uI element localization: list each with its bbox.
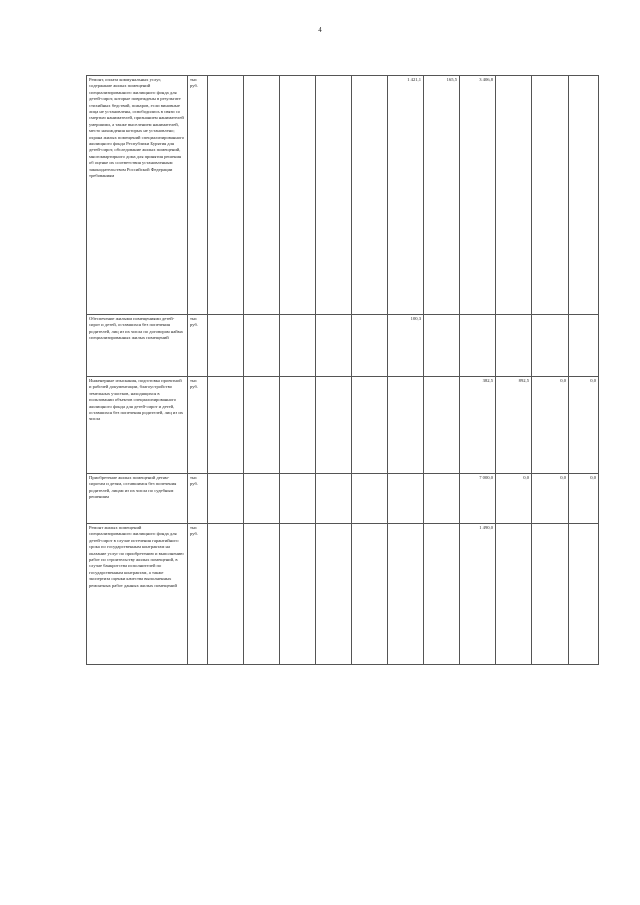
row-description: Ремонт жилых помещений специализированного жилищного фонда для детей-сирот в случае истечения гарантийного срока по государственным контрактам на оказание услуг по приобретению и выполнению работ по строительству жилых помещений, в случае банкротства исполнителей по государственным контрактам, а также экспертиза оценки качества выполненных ремонтных работ данных жилых помещений bbox=[87, 524, 188, 665]
row-value-cell bbox=[424, 315, 460, 377]
row-unit: тыс руб. bbox=[188, 377, 208, 474]
row-value-cell bbox=[280, 524, 316, 665]
row-value-cell bbox=[208, 474, 244, 524]
row-value-cell bbox=[569, 315, 599, 377]
row-value-cell: 892,5 bbox=[496, 377, 532, 474]
row-value-cell bbox=[208, 524, 244, 665]
budget-table bbox=[86, 75, 599, 665]
row-value-cell bbox=[569, 76, 599, 315]
row-value-cell bbox=[244, 474, 280, 524]
table-row bbox=[87, 377, 599, 474]
row-value-cell bbox=[424, 524, 460, 665]
table-row bbox=[87, 474, 599, 524]
row-value-cell bbox=[460, 315, 496, 377]
row-value-cell: 100,3 bbox=[388, 315, 424, 377]
row-description: Ремонт, оплата коммунальных услуг, содержание жилых помещений специализированного жилищного фонда для детей-сирот, которые повреждены в результате стихийных бедствий, пожаров, если виновные лица не установлены, освободились в связи со смертью нанимателей, признанием нанимателей умершими, а также выселением нанимателей, место нахождения которых не установлено; охрана жилых помещений специализированного жилищного фонда Республики Бурятия для детей-сирот, обследование жилых помещений, многоквартирного дома для принятия решения об оценке их соответствия установленным законодательством Российской Федерации требованиям bbox=[87, 76, 188, 315]
row-value-cell bbox=[388, 377, 424, 474]
row-value-cell bbox=[316, 474, 352, 524]
row-value-cell bbox=[316, 377, 352, 474]
row-value-cell bbox=[208, 315, 244, 377]
row-value-cell bbox=[496, 315, 532, 377]
row-value-cell bbox=[244, 76, 280, 315]
row-value-cell bbox=[352, 524, 388, 665]
row-value-cell bbox=[280, 315, 316, 377]
row-value-cell bbox=[280, 377, 316, 474]
page-number: 4 bbox=[318, 26, 322, 34]
row-value-cell: 0,0 bbox=[532, 377, 569, 474]
row-value-cell bbox=[244, 377, 280, 474]
row-value-cell bbox=[208, 76, 244, 315]
row-value-cell bbox=[496, 76, 532, 315]
row-value-cell bbox=[316, 524, 352, 665]
row-value-cell bbox=[244, 315, 280, 377]
table-row bbox=[87, 76, 599, 315]
row-value-cell bbox=[532, 76, 569, 315]
row-value-cell: 0,0 bbox=[532, 474, 569, 524]
row-unit: тыс руб. bbox=[188, 524, 208, 665]
row-value-cell bbox=[388, 474, 424, 524]
row-description: Обеспечение жилыми помещениями детей-сирот и детей, оставшихся без попечения родителей, лиц из их числа по договорам найма специализированных жилых помещений bbox=[87, 315, 188, 377]
row-value-cell bbox=[316, 76, 352, 315]
row-value-cell: 1 490,0 bbox=[460, 524, 496, 665]
row-value-cell bbox=[316, 315, 352, 377]
row-value-cell: 382,5 bbox=[460, 377, 496, 474]
row-value-cell bbox=[244, 524, 280, 665]
row-value-cell bbox=[424, 474, 460, 524]
row-value-cell: 0,0 bbox=[569, 474, 599, 524]
row-value-cell bbox=[352, 474, 388, 524]
row-unit: тыс руб. bbox=[188, 76, 208, 315]
row-value-cell: 165,5 bbox=[424, 76, 460, 315]
row-unit: тыс руб. bbox=[188, 474, 208, 524]
row-description: Инженерные изыскания, подготовка проектной и рабочей документации, благоустройство земельных участков, находящихся в пользовании объектов специализированного жилищного фонда для детей-сирот и детей, оставшихся без попечения родителей, лиц из их числа bbox=[87, 377, 188, 474]
table-body bbox=[87, 76, 599, 665]
row-unit: тыс руб. bbox=[188, 315, 208, 377]
row-value-cell: 1 421,1 bbox=[388, 76, 424, 315]
table-row bbox=[87, 524, 599, 665]
row-value-cell bbox=[496, 524, 532, 665]
row-value-cell bbox=[280, 76, 316, 315]
row-value-cell: 3 406,8 bbox=[460, 76, 496, 315]
row-value-cell bbox=[280, 474, 316, 524]
table-row bbox=[87, 315, 599, 377]
row-description: Приобретение жилых помещений детям-сиротам и детям, оставшимся без попечения родителей, лицам из их числа по судебным решениям bbox=[87, 474, 188, 524]
row-value-cell bbox=[424, 377, 460, 474]
row-value-cell: 0,0 bbox=[496, 474, 532, 524]
row-value-cell bbox=[388, 524, 424, 665]
row-value-cell: 7 000,0 bbox=[460, 474, 496, 524]
row-value-cell bbox=[532, 524, 569, 665]
row-value-cell bbox=[352, 76, 388, 315]
row-value-cell bbox=[352, 377, 388, 474]
row-value-cell: 0,0 bbox=[569, 377, 599, 474]
row-value-cell bbox=[532, 315, 569, 377]
row-value-cell bbox=[569, 524, 599, 665]
row-value-cell bbox=[352, 315, 388, 377]
row-value-cell bbox=[208, 377, 244, 474]
